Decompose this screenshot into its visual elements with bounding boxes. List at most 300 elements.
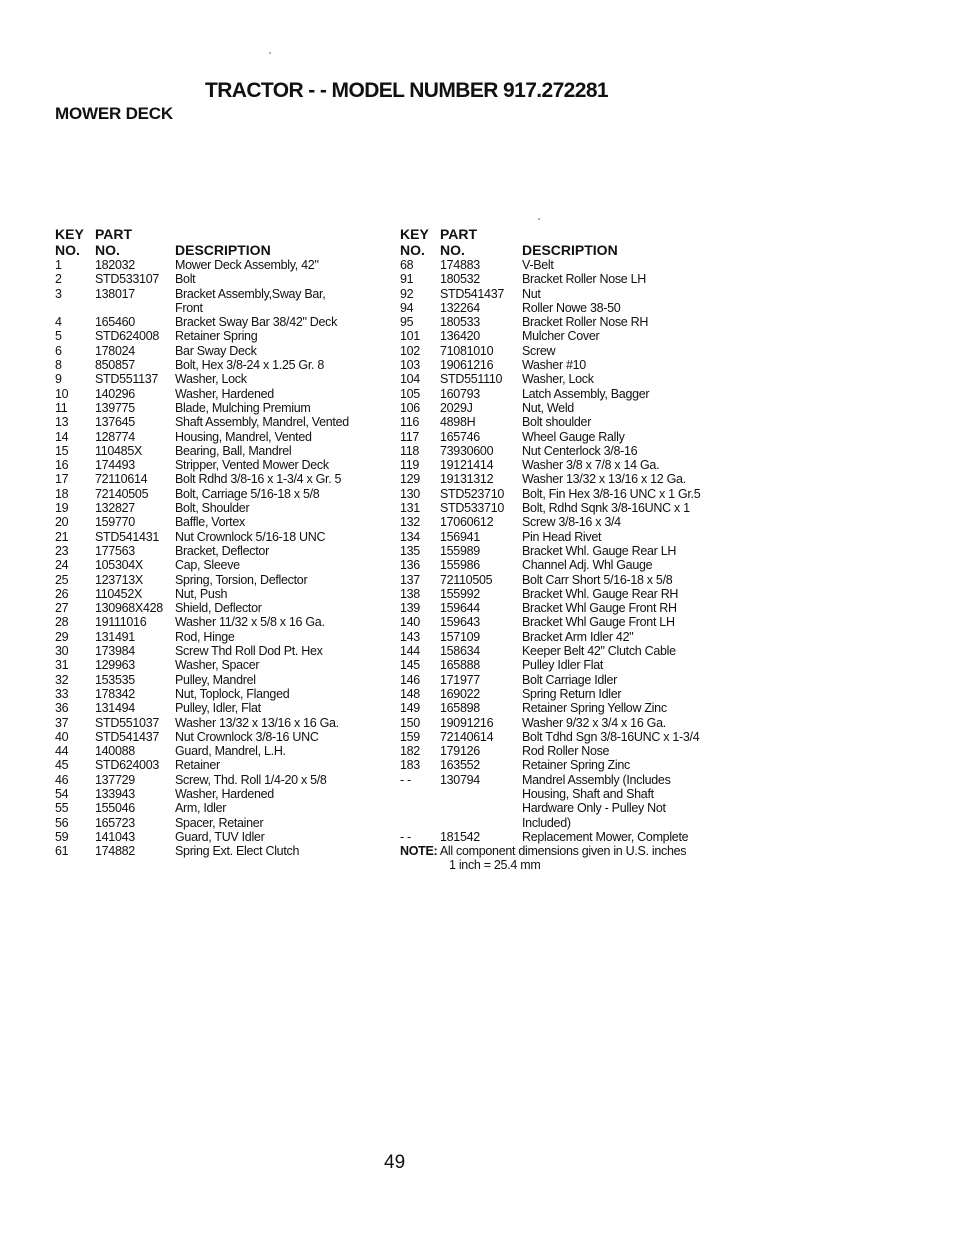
part-no	[440, 787, 522, 801]
table-row	[55, 816, 385, 830]
key-header: KEY	[400, 226, 429, 242]
description: Spring Return Idler	[522, 686, 622, 701]
key-no: 3	[55, 286, 62, 301]
note-text: All component dimensions given in U.S. inches	[439, 844, 687, 859]
parts-list-header	[55, 226, 385, 258]
part-no: 159643	[440, 615, 480, 630]
table-row	[400, 358, 740, 372]
key-no: 134	[400, 529, 420, 544]
part-no: 174493	[95, 458, 135, 473]
description: Mandrel Assembly (Includes	[522, 772, 671, 787]
note-conversion: 1 inch = 25.4 mm	[449, 858, 541, 873]
key-no	[400, 787, 440, 801]
key-no: 106	[400, 400, 420, 415]
description: Bolt shoulder	[522, 415, 592, 430]
table-row	[55, 716, 385, 730]
part-no: 177563	[95, 543, 135, 558]
part-no: 2029J	[440, 400, 473, 415]
table-row	[55, 630, 385, 644]
key-no: 54	[55, 786, 69, 801]
part-no: 155989	[440, 543, 480, 558]
description: Nut Crownlock 3/8-16 UNC	[175, 729, 319, 744]
key-no: 101	[400, 329, 420, 344]
part-no: 72110505	[440, 572, 493, 587]
table-row	[400, 372, 740, 386]
key-no: 149	[400, 701, 420, 716]
part-no: 174883	[440, 258, 480, 272]
key-no: 13	[55, 415, 69, 430]
description: Guard, TUV Idler	[175, 829, 265, 844]
key-no-header: NO.	[55, 242, 80, 258]
key-no: 8	[55, 358, 62, 373]
key-no: 92	[400, 286, 414, 301]
key-no: 139	[400, 601, 420, 616]
table-row	[55, 401, 385, 415]
description: Retainer	[175, 758, 220, 773]
scan-speck	[538, 218, 540, 220]
description: Bracket Whl. Gauge Rear LH	[522, 543, 677, 558]
table-row	[400, 444, 740, 458]
part-no: STD624008	[95, 329, 160, 344]
table-row	[55, 573, 385, 587]
key-no: 150	[400, 715, 420, 730]
part-no: 165460	[95, 315, 135, 330]
table-row	[400, 587, 740, 601]
description: Housing, Shaft and Shaft	[522, 786, 654, 801]
table-row	[400, 630, 740, 644]
description: Spring, Torsion, Deflector	[175, 572, 308, 587]
key-no: 6	[55, 343, 62, 358]
table-row	[55, 701, 385, 715]
key-no: 56	[55, 815, 69, 830]
part-no: 4898H	[440, 415, 476, 430]
part-no: 19061216	[440, 358, 494, 373]
table-row	[400, 387, 740, 401]
part-no: 136420	[440, 329, 480, 344]
description: Washer, Lock	[175, 372, 247, 387]
description: Bracket Roller Nose LH	[522, 272, 647, 287]
table-row	[400, 601, 740, 615]
description: Bolt Carr Short 5/16-18 x 5/8	[522, 572, 673, 587]
table-row	[55, 801, 385, 815]
description: Washer, Lock	[522, 372, 594, 387]
part-no: 179126	[440, 744, 480, 759]
part-no: 155046	[95, 801, 135, 816]
key-no: 28	[55, 615, 69, 630]
part-no: STD551110	[440, 372, 503, 387]
table-row	[400, 515, 740, 529]
key-no: 30	[55, 644, 69, 659]
description: Pin Head Rivet	[522, 529, 602, 544]
table-row	[400, 329, 740, 343]
table-row	[400, 272, 740, 286]
part-no: 137645	[95, 415, 135, 430]
description: Mulcher Cover	[522, 329, 600, 344]
part-no: 165888	[440, 658, 480, 673]
table-row	[400, 658, 740, 672]
key-no: 159	[400, 729, 420, 744]
part-no: STD541437	[95, 729, 160, 744]
key-no: 17	[55, 472, 69, 487]
part-no: 153535	[95, 672, 135, 687]
table-row	[400, 801, 740, 815]
part-no: 159644	[440, 601, 480, 616]
part-no: STD533107	[95, 272, 160, 287]
table-row	[400, 315, 740, 329]
description: Washer 13/32 x 13/16 x 12 Ga.	[522, 472, 686, 487]
description: Bracket Roller Nose RH	[522, 315, 649, 330]
part-no: 19091216	[440, 715, 494, 730]
table-row	[400, 744, 740, 758]
table-row	[55, 544, 385, 558]
description: Screw Thd Roll Dod Pt. Hex	[175, 644, 323, 659]
description: Housing, Mandrel, Vented	[175, 429, 312, 444]
table-row	[400, 401, 740, 415]
key-no: 31	[55, 658, 69, 673]
key-no: 23	[55, 543, 69, 558]
description: Bracket Whl Gauge Front LH	[522, 615, 675, 630]
description: Bearing, Ball, Mandrel	[175, 443, 292, 458]
description: Bracket Sway Bar 38/42" Deck	[175, 315, 338, 330]
key-no: 129	[400, 472, 420, 487]
table-row	[55, 301, 385, 315]
table-row	[55, 444, 385, 458]
table-row	[55, 673, 385, 687]
table-row	[55, 515, 385, 529]
table-row	[400, 258, 740, 272]
key-no: 144	[400, 644, 420, 659]
description: Bracket Whl Gauge Front RH	[522, 601, 677, 616]
part-no: 132264	[440, 300, 480, 315]
table-row	[55, 272, 385, 286]
key-no: 138	[400, 586, 420, 601]
description: Bolt Carriage Idler	[522, 672, 618, 687]
part-no: 180533	[440, 315, 480, 330]
part-no: 178342	[95, 686, 135, 701]
key-no: 102	[400, 343, 420, 358]
table-row	[400, 644, 740, 658]
description: Spacer, Retainer	[175, 815, 264, 830]
description: Wheel Gauge Rally	[522, 429, 625, 444]
description: Nut Crownlock 5/16-18 UNC	[175, 529, 326, 544]
table-row	[55, 372, 385, 386]
part-no: 173984	[95, 644, 135, 659]
table-row	[55, 758, 385, 772]
key-no: 24	[55, 558, 69, 573]
description: Guard, Mandrel, L.H.	[175, 744, 286, 759]
key-no: 19	[55, 501, 69, 516]
part-no: 130794	[440, 772, 480, 787]
description: V-Belt	[522, 258, 554, 272]
key-no: 183	[400, 758, 420, 773]
table-row	[400, 301, 740, 315]
table-row	[400, 530, 740, 544]
part-no: 128774	[95, 429, 135, 444]
description: Bolt	[175, 272, 196, 287]
description: Washer #10	[522, 358, 586, 373]
parts-rows	[55, 258, 385, 858]
key-no: 91	[400, 272, 414, 287]
page-number: 49	[384, 1152, 406, 1173]
key-no: 9	[55, 372, 62, 387]
description: Bolt, Carriage 5/16-18 x 5/8	[175, 486, 320, 501]
key-no: 148	[400, 686, 420, 701]
table-row	[400, 573, 740, 587]
table-row	[55, 844, 385, 858]
table-row	[400, 730, 740, 744]
key-no: 95	[400, 315, 414, 330]
description: Arm, Idler	[175, 801, 227, 816]
table-row	[400, 773, 740, 787]
key-no: 55	[55, 801, 69, 816]
description: Rod Roller Nose	[522, 744, 610, 759]
description: Washer 9/32 x 3/4 x 16 Ga.	[522, 715, 666, 730]
key-no: 27	[55, 601, 69, 616]
description: Spring Ext. Elect Clutch	[175, 844, 300, 859]
key-no: 61	[55, 844, 69, 859]
key-no: 117	[400, 429, 420, 444]
table-row	[400, 830, 740, 844]
part-no: 155986	[440, 558, 480, 573]
parts-list-left	[55, 226, 385, 858]
part-no: 140296	[95, 386, 135, 401]
table-row	[400, 544, 740, 558]
description: Bolt Rdhd 3/8-16 x 1-3/4 x Gr. 5	[175, 472, 342, 487]
table-row	[400, 687, 740, 701]
part-no: 165746	[440, 429, 480, 444]
description: Nut, Toplock, Flanged	[175, 686, 290, 701]
table-row	[400, 787, 740, 801]
description: Bolt, Hex 3/8-24 x 1.25 Gr. 8	[175, 358, 325, 373]
key-no: 46	[55, 772, 69, 787]
description: Nut Centerlock 3/8-16	[522, 443, 638, 458]
table-row	[400, 816, 740, 830]
part-no-header: NO.	[95, 242, 120, 258]
part-no: STD551037	[95, 715, 160, 730]
table-row	[55, 744, 385, 758]
description: Blade, Mulching Premium	[175, 400, 311, 415]
part-no: 110485X	[95, 443, 143, 458]
table-row	[55, 287, 385, 301]
key-no: 137	[400, 572, 420, 587]
part-no: STD541437	[440, 286, 505, 301]
key-no: 10	[55, 386, 69, 401]
table-row	[400, 558, 740, 572]
part-no: 72110614	[95, 472, 148, 487]
description: Screw	[522, 343, 556, 358]
key-no: 20	[55, 515, 69, 530]
description: Bracket, Deflector	[175, 543, 269, 558]
parts-list-header	[400, 226, 740, 258]
description: Washer, Hardened	[175, 786, 274, 801]
key-no	[400, 816, 440, 830]
key-no: 116	[400, 415, 420, 430]
description: Bracket Assembly,Sway Bar,	[175, 286, 326, 301]
key-no: 37	[55, 715, 69, 730]
table-row	[55, 415, 385, 429]
description: Front	[175, 300, 203, 315]
key-no: 26	[55, 586, 69, 601]
part-no: 133943	[95, 786, 135, 801]
table-row	[55, 387, 385, 401]
key-no: 29	[55, 629, 69, 644]
description: Bolt, Rdhd Sqnk 3/8-16UNC x 1	[522, 501, 690, 516]
description: Rod, Hinge	[175, 629, 235, 644]
description: Bolt, Shoulder	[175, 501, 250, 516]
description: Cap, Sleeve	[175, 558, 240, 573]
description: Screw, Thd. Roll 1/4-20 x 5/8	[175, 772, 327, 787]
key-no: 4	[55, 315, 62, 330]
key-no: 16	[55, 458, 69, 473]
key-no: 119	[400, 458, 420, 473]
key-no: 5	[55, 329, 62, 344]
part-header: PART	[440, 226, 478, 242]
part-no	[440, 801, 522, 815]
part-no: 181542	[440, 829, 480, 844]
table-row	[55, 644, 385, 658]
part-no: 72140505	[95, 486, 149, 501]
description: Washer 3/8 x 7/8 x 14 Ga.	[522, 458, 660, 473]
part-no: 73930600	[440, 443, 494, 458]
table-row	[400, 716, 740, 730]
description: Bracket Whl. Gauge Rear RH	[522, 586, 679, 601]
table-row	[400, 615, 740, 629]
table-row	[400, 673, 740, 687]
part-no: 72140614	[440, 729, 494, 744]
table-row	[55, 830, 385, 844]
scan-speck	[269, 52, 271, 54]
key-no: 104	[400, 372, 420, 387]
part-no: STD533710	[440, 501, 505, 516]
table-row	[400, 430, 740, 444]
description: Retainer Spring	[175, 329, 258, 344]
part-no: 850857	[95, 358, 135, 373]
part-no: 157109	[440, 629, 480, 644]
part-no: 19131312	[440, 472, 494, 487]
description: Stripper, Vented Mower Deck	[175, 458, 329, 473]
table-row	[400, 501, 740, 515]
table-row	[55, 601, 385, 615]
description: Retainer Spring Yellow Zinc	[522, 701, 667, 716]
part-no: 163552	[440, 758, 480, 773]
description: Washer, Hardened	[175, 386, 274, 401]
table-row	[400, 415, 740, 429]
description-header: DESCRIPTION	[522, 242, 618, 258]
part-no: 19121414	[440, 458, 494, 473]
description: Retainer Spring Zinc	[522, 758, 630, 773]
part-no: 141043	[95, 829, 135, 844]
part-no: 123713X	[95, 572, 143, 587]
part-no: 165898	[440, 701, 480, 716]
key-no: 130	[400, 486, 420, 501]
key-no: 59	[55, 829, 69, 844]
key-no: 45	[55, 758, 69, 773]
description: Washer 11/32 x 5/8 x 16 Ga.	[175, 615, 325, 630]
key-no: 68	[400, 258, 414, 272]
description: Bracket Arm Idler 42"	[522, 629, 634, 644]
table-row	[55, 458, 385, 472]
description: Baffle, Vortex	[175, 515, 245, 530]
description: Roller Nowe 38-50	[522, 300, 621, 315]
description: Shaft Assembly, Mandrel, Vented	[175, 415, 349, 430]
key-no: 140	[400, 615, 420, 630]
key-no: 44	[55, 744, 69, 759]
part-no: 159770	[95, 515, 135, 530]
table-row	[55, 558, 385, 572]
part-no: 130968X428	[95, 601, 163, 616]
page-title: TRACTOR - - MODEL NUMBER 917.272281	[205, 79, 608, 102]
key-no: 15	[55, 443, 69, 458]
part-no: 17060612	[440, 515, 494, 530]
part-no: 129963	[95, 658, 135, 673]
description: Bolt Tdhd Sgn 3/8-16UNC x 1-3/4	[522, 729, 700, 744]
key-no-header: NO.	[400, 242, 425, 258]
description: Washer, Spacer	[175, 658, 260, 673]
part-no: 132827	[95, 501, 135, 516]
table-row	[55, 472, 385, 486]
part-no: 155992	[440, 586, 480, 601]
table-row	[55, 430, 385, 444]
description: Pulley, Mandrel	[175, 672, 256, 687]
key-no: 18	[55, 486, 69, 501]
description: Nut	[522, 286, 541, 301]
part-header: PART	[95, 226, 133, 242]
part-no: 165723	[95, 815, 135, 830]
part-no-header: NO.	[440, 242, 465, 258]
part-no	[440, 816, 522, 830]
parts-list-right	[400, 226, 740, 873]
table-row	[55, 687, 385, 701]
key-no: 135	[400, 543, 420, 558]
description: Included)	[522, 815, 571, 830]
part-no: 138017	[95, 286, 135, 301]
key-no: 132	[400, 515, 420, 530]
key-no: 145	[400, 658, 420, 673]
part-no: 169022	[440, 686, 480, 701]
description: Nut, Push	[175, 586, 228, 601]
key-no: 136	[400, 558, 420, 573]
description: Screw 3/8-16 x 3/4	[522, 515, 621, 530]
key-no: 33	[55, 686, 69, 701]
table-row	[400, 758, 740, 772]
part-no: 182032	[95, 258, 135, 272]
key-no	[400, 801, 440, 815]
key-no: 2	[55, 272, 62, 287]
part-no: 156941	[440, 529, 480, 544]
description: Keeper Belt 42" Clutch Cable	[522, 644, 676, 659]
part-no: 174882	[95, 844, 135, 859]
key-no: 94	[400, 300, 414, 315]
part-no: 19111016	[95, 615, 147, 630]
table-row	[55, 487, 385, 501]
key-no: 21	[55, 529, 69, 544]
section-heading: MOWER DECK	[55, 104, 173, 123]
key-no: 1	[55, 258, 62, 272]
table-row	[55, 344, 385, 358]
key-no	[55, 301, 95, 315]
part-no: 139775	[95, 400, 135, 415]
table-row	[55, 787, 385, 801]
table-row	[55, 501, 385, 515]
description: Channel Adj. Whl Gauge	[522, 558, 653, 573]
note	[400, 844, 740, 858]
part-no: 160793	[440, 386, 480, 401]
key-no: - -	[400, 829, 411, 844]
description: Pulley, Idler, Flat	[175, 701, 261, 716]
part-no: 171977	[440, 672, 480, 687]
table-row	[55, 587, 385, 601]
key-no: - -	[400, 772, 411, 787]
